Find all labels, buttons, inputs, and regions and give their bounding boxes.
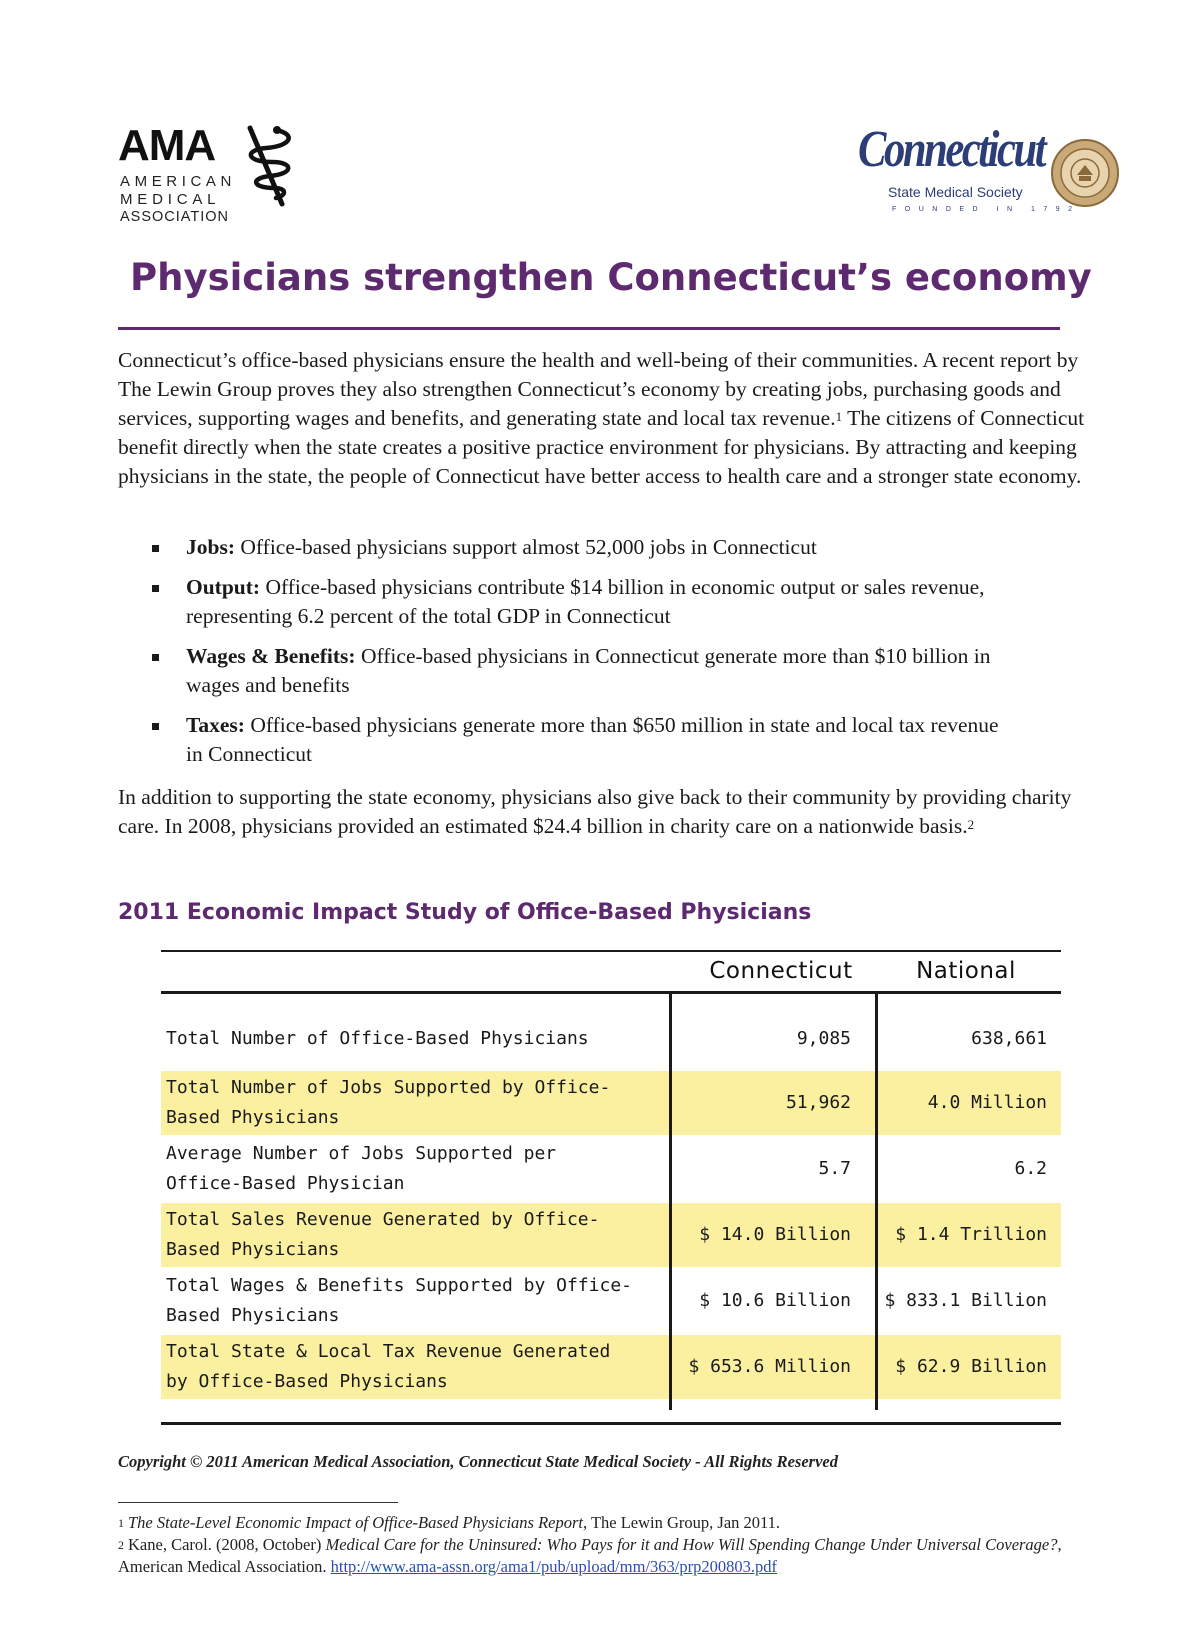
ama-logo [118, 121, 298, 225]
table-title: 2011 Economic Impact Study of Office-Based Physicians [118, 900, 812, 925]
connecticut-value: 51,962 [785, 1092, 851, 1113]
bullet-text: Office-based physicians contribute $14 billion in economic output or sales revenue, representing 6.2 percent of the total GDP in Connecticut [186, 575, 985, 628]
bullet-wages [118, 642, 1018, 700]
csms-wordmark: Connecticut [858, 121, 1045, 178]
table-row [161, 1269, 1061, 1333]
table-row [161, 1008, 1061, 1070]
row-label: Average Number of Jobs Supported per Office-Based Physician [166, 1143, 557, 1194]
national-value: 6.2 [1014, 1158, 1047, 1179]
intro-text: Connecticut’s office-based physicians ensure the health and well-being of their communities. A recent report by The Lewin Group proves they also strengthen Connecticut’s economy by creating jobs, purchasing goods and services, supporting wages and benefits, and generating state and local tax revenue. [118, 348, 1079, 430]
bullet-output [118, 573, 1018, 631]
row-label: Total State & Local Tax Revenue Generated by Office-Based Physicians [166, 1341, 611, 1392]
title-divider [118, 327, 1060, 330]
csms-logo [858, 121, 1120, 220]
bullet-square-icon [152, 545, 159, 552]
bullet-text: Office-based physicians support almost 52,000 jobs in Connecticut [234, 535, 817, 559]
table-header-rule [161, 991, 1061, 994]
row-label: Total Sales Revenue Generated by Office-Based Physicians [166, 1209, 600, 1260]
table-bottom-rule [161, 1422, 1061, 1425]
csms-founded: FOUNDED IN 1792 [892, 206, 1081, 213]
footnote-text: , The Lewin Group, Jan 2011. [583, 1513, 781, 1532]
bullet-label: Wages & Benefits: [186, 644, 356, 668]
footnote-ref-1[interactable]: 1 [835, 409, 843, 424]
footnote-text: , American Medical Association. [118, 1535, 1062, 1576]
intro-paragraph [118, 346, 1098, 491]
column-divider [669, 994, 672, 1410]
column-header-connecticut: Connecticut [709, 958, 853, 984]
bullet-label: Output: [186, 575, 261, 599]
footnote-2 [118, 1534, 1078, 1578]
national-value: $ 1.4 Trillion [895, 1224, 1047, 1245]
footnote-divider [118, 1502, 398, 1503]
footnote-mark: 1 [118, 1516, 124, 1530]
column-header-national: National [916, 958, 1016, 984]
intro-text-continued: The citizens of Connecticut benefit directly when the state creates a positive practice environment for physicians. By attracting and keeping physicians in the state, the people of Connecticut have better access to health care and a stronger state economy. [118, 406, 1085, 488]
impact-table [161, 950, 1061, 1425]
row-label: Total Number of Office-Based Physicians [166, 1028, 589, 1049]
bullet-label: Jobs: [186, 535, 235, 559]
connecticut-value: $ 10.6 Billion [699, 1290, 851, 1311]
national-value: $ 833.1 Billion [884, 1290, 1047, 1311]
bullet-square-icon [152, 723, 159, 730]
charity-paragraph [118, 783, 1098, 841]
bullet-jobs [118, 533, 1018, 562]
bullet-square-icon [152, 654, 159, 661]
ama-initials: AMA [118, 121, 216, 170]
national-value: $ 62.9 Billion [895, 1356, 1047, 1377]
footnote-title: The State-Level Economic Impact of Office-Based Physicians Report [128, 1513, 583, 1532]
csms-subtitle: State Medical Society [888, 184, 1023, 200]
table-row [161, 1335, 1061, 1399]
ama-line-association: ASSOCIATION [120, 209, 230, 225]
impact-bullets [118, 533, 1018, 780]
connecticut-value: $ 653.6 Million [688, 1356, 851, 1377]
footnote-mark: 2 [118, 1538, 124, 1552]
charity-text: In addition to supporting the state economy, physicians also give back to their community by providing charity care. In 2008, physicians provided an estimated $24.4 billion in charity care on a nationwide basis. [118, 785, 1072, 838]
staff-of-asclepius-icon [236, 124, 300, 208]
connecticut-value: $ 14.0 Billion [699, 1224, 851, 1245]
bullet-square-icon [152, 585, 159, 592]
seal-icon [1050, 138, 1120, 208]
footnote-prefix: Kane, Carol. (2008, October) [128, 1535, 326, 1554]
footnote-ref-2[interactable]: 2 [967, 817, 975, 832]
connecticut-value: 9,085 [796, 1028, 851, 1049]
bullet-text: Office-based physicians in Connecticut generate more than $10 billion in wages and benefits [186, 644, 991, 697]
row-label: Total Number of Jobs Supported by Office-Based Physicians [166, 1077, 611, 1128]
table-top-rule [161, 950, 1061, 952]
footnote-title: Medical Care for the Uninsured: Who Pays for it and How Will Spending Change Under Universal Coverage? [325, 1535, 1058, 1554]
connecticut-value: 5.7 [818, 1158, 851, 1179]
row-label: Total Wages & Benefits Supported by Office-Based Physicians [166, 1275, 632, 1326]
bullet-text: Office-based physicians generate more than $650 million in state and local tax revenue in Connecticut [186, 713, 999, 766]
ama-line-medical: MEDICAL [120, 191, 221, 208]
ama-line-american: AMERICAN [120, 173, 236, 190]
national-value: 638,661 [971, 1028, 1047, 1049]
bullet-taxes [118, 711, 1018, 769]
national-value: 4.0 Million [927, 1092, 1047, 1113]
footnote-1 [118, 1512, 1078, 1534]
bullet-label: Taxes: [186, 713, 245, 737]
table-row [161, 1137, 1061, 1201]
page-title: Physicians strengthen Connecticut’s economy [130, 256, 1092, 299]
column-divider [875, 994, 878, 1410]
footnote-link[interactable]: http://www.ama-assn.org/ama1/pub/upload/mm/363/prp200803.pdf [330, 1557, 777, 1576]
copyright-notice: Copyright © 2011 American Medical Association, Connecticut State Medical Society - All Rights Reserved [118, 1452, 838, 1471]
table-row [161, 1071, 1061, 1135]
table-row [161, 1203, 1061, 1267]
